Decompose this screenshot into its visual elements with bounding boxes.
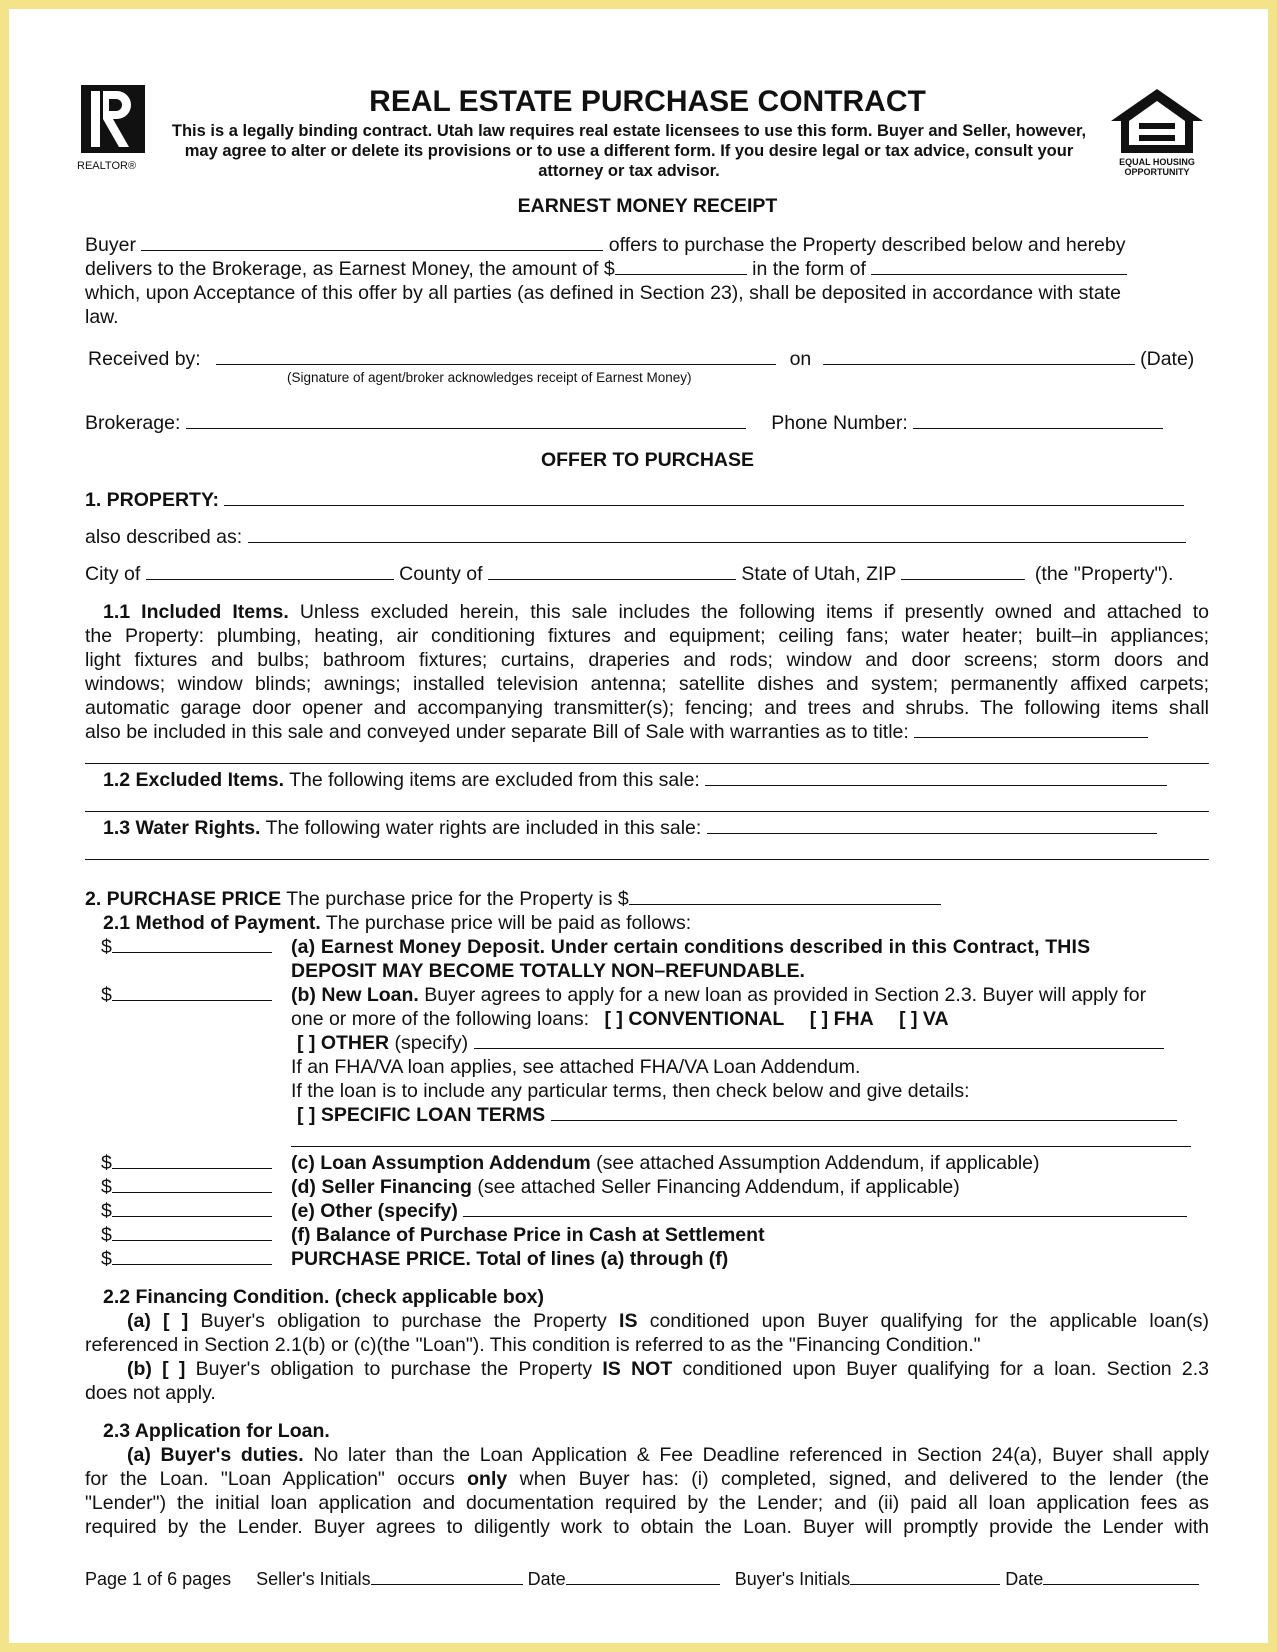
dollar-sign: $	[101, 984, 112, 1006]
payment-c-amount	[101, 1151, 272, 1175]
earnest-form-field[interactable]	[871, 257, 1127, 275]
application-text-2a: for the Loan. "Loan Application" occurs	[85, 1468, 455, 1490]
financing-a-text-2: conditioned upon Buyer qualifying for the applicable loan(s)	[649, 1310, 1210, 1332]
method-text: The purchase price will be paid as follows:	[325, 912, 692, 934]
included-line-2: the Property: plumbing, heating, air conditioning fixtures and equipment; ceiling fans; water heater; built–in appliances;	[85, 625, 1209, 647]
included-items-field[interactable]	[914, 720, 1148, 738]
excluded-heading: 1.2 Excluded Items.	[103, 769, 284, 791]
property-suffix: (the "Property").	[1034, 563, 1174, 585]
earnest-amount-field[interactable]	[615, 257, 747, 275]
financing-b-isnot: IS NOT	[602, 1358, 673, 1380]
financing-b-text-2: conditioned upon Buyer qualifying for a loan. Section 2.3	[682, 1358, 1210, 1380]
specific-terms-field[interactable]	[551, 1103, 1177, 1121]
svg-text:EQUAL HOUSING: EQUAL HOUSING	[1119, 157, 1195, 167]
application-only: only	[467, 1468, 508, 1490]
excluded-items-field[interactable]	[705, 768, 1167, 786]
financing-b-text: Buyer's obligation to purchase the Property	[195, 1358, 593, 1380]
payment-a-line-1: (a) Earnest Money Deposit. Under certain conditions described in this Contract, THIS	[291, 936, 1091, 958]
other-loan-field[interactable]	[474, 1031, 1164, 1049]
conventional-checkbox[interactable]: [ ] CONVENTIONAL	[604, 1008, 785, 1030]
financing-a-text: Buyer's obligation to purchase the Property	[200, 1310, 607, 1332]
financing-a-checkbox[interactable]: (a) [ ]	[127, 1310, 189, 1332]
water-rights-line-2[interactable]	[85, 859, 1209, 860]
seller-financing-label: (d) Seller Financing	[291, 1176, 472, 1198]
loan-assumption-field[interactable]	[112, 1151, 272, 1169]
included-line-6	[85, 720, 1148, 744]
form-of-text: in the form of	[752, 258, 866, 280]
other-payment-specify-field[interactable]	[463, 1199, 1187, 1217]
payment-f-amount	[101, 1223, 272, 1247]
page-title: REAL ESTATE PURCHASE CONTRACT	[369, 85, 926, 118]
realtor-logo-text: REALTOR®	[77, 160, 137, 172]
financing-a-line-2: referenced in Section 2.1(b) or (c)(the "Loan"). This condition is referred to as the "Financing Condition."	[85, 1334, 981, 1356]
water-text: The following water rights are included in this sale:	[265, 817, 702, 839]
earnest-line-2	[85, 257, 1127, 281]
dollar-sign: $	[101, 936, 112, 958]
specific-terms-row	[297, 1103, 1177, 1127]
county-label: County of	[399, 563, 483, 585]
buyer-initials-field[interactable]	[850, 1569, 1000, 1585]
phone-label: Phone Number:	[771, 412, 908, 434]
price-heading: 2. PURCHASE PRICE	[85, 888, 282, 910]
loan-types-text: one or more of the following loans:	[291, 1008, 590, 1030]
other-payment-field[interactable]	[112, 1199, 272, 1217]
included-line-4: windows; window blinds; awnings; installed television antenna; satellite dishes and system; permanently affixed carpets;	[85, 673, 1209, 695]
water-row	[103, 816, 1157, 840]
new-loan-field[interactable]	[112, 983, 272, 1001]
water-rights-field[interactable]	[707, 816, 1157, 834]
footer-date-label-2: Date	[1005, 1569, 1044, 1589]
earnest-line-1	[85, 233, 1126, 257]
seller-initials-label: Seller's Initials	[256, 1569, 371, 1589]
specific-terms-line-2[interactable]	[291, 1146, 1191, 1147]
other-payment-label: (e) Other (specify)	[291, 1200, 458, 1222]
also-label: also described as:	[85, 526, 243, 548]
seller-initials-field[interactable]	[371, 1569, 523, 1585]
phone-field[interactable]	[913, 411, 1163, 429]
terms-note: If the loan is to include any particular terms, then check below and give details:	[291, 1080, 970, 1102]
state-label: State of Utah, ZIP	[741, 563, 897, 585]
date-label: (Date)	[1140, 348, 1195, 370]
page-footer	[85, 1568, 1199, 1590]
buyer-date-field[interactable]	[1043, 1569, 1199, 1585]
financing-a-is: IS	[619, 1310, 638, 1332]
intro-text: This is a legally binding contract. Utah law requires real estate licensees to use this form. Buyer and Seller, however, may agree to alter or delete its provisions or to use a different form. If you desire legal or tax advice, consult your attorney or tax advisor.	[171, 122, 1087, 180]
va-checkbox[interactable]: [ ] VA	[899, 1008, 949, 1030]
loan-assumption-text: (see attached Assumption Addendum, if applicable)	[596, 1152, 1040, 1174]
property-row	[85, 488, 1184, 512]
application-line-4: required by the Lender. Buyer agrees to diligently work to obtain the Loan. Buyer will promptly provide the Lender with	[85, 1516, 1209, 1538]
excluded-items-line-2[interactable]	[85, 811, 1209, 812]
offers-text: offers to purchase the Property described below and hereby	[608, 234, 1126, 256]
water-heading: 1.3 Water Rights.	[103, 817, 261, 839]
included-line-5: automatic garage door opener and accompanying transmitter(s); fencing; and trees and shrubs. The following items shall	[85, 697, 1209, 719]
zip-field[interactable]	[901, 562, 1025, 580]
total-price-field[interactable]	[112, 1247, 272, 1265]
delivers-text: delivers to the Brokerage, as Earnest Money, the amount of $	[85, 258, 615, 280]
offer-heading: OFFER TO PURCHASE	[540, 449, 755, 471]
seller-date-field[interactable]	[566, 1569, 720, 1585]
purchase-price-field[interactable]	[629, 887, 941, 905]
financing-heading: 2.2 Financing Condition. (check applicable box)	[103, 1286, 544, 1308]
method-row	[103, 911, 691, 935]
application-text-2b: when Buyer has: (i) completed, signed, and delivered to the lender (the	[519, 1468, 1210, 1490]
application-line-1	[127, 1443, 1209, 1467]
included-heading: 1.1 Included Items.	[103, 601, 289, 623]
brokerage-label: Brokerage:	[85, 412, 181, 434]
method-heading: 2.1 Method of Payment.	[103, 912, 321, 934]
payment-d-line	[291, 1175, 960, 1199]
included-text-6: also be included in this sale and conveyed under separate Bill of Sale with warranties as to title:	[85, 721, 909, 743]
financing-b-checkbox[interactable]: (b) [ ]	[127, 1358, 186, 1380]
dollar-sign: $	[101, 1224, 112, 1246]
received-label: Received by:	[88, 348, 201, 370]
city-row	[85, 562, 1173, 586]
excluded-row	[103, 768, 1167, 792]
buyer-label: Buyer	[85, 234, 136, 256]
also-described-field[interactable]	[248, 525, 1186, 543]
law-text: law.	[85, 306, 119, 328]
earnest-heading: EARNEST MONEY RECEIPT	[517, 195, 778, 217]
dollar-sign: $	[101, 1200, 112, 1222]
city-label: City of	[85, 563, 141, 585]
dollar-sign: $	[101, 1152, 112, 1174]
seller-financing-field[interactable]	[112, 1175, 272, 1193]
fha-note: If an FHA/VA loan applies, see attached FHA/VA Loan Addendum.	[291, 1056, 861, 1078]
financing-b-line-1	[127, 1357, 1209, 1381]
specific-terms-checkbox[interactable]: [ ] SPECIFIC LOAN TERMS	[297, 1104, 546, 1126]
payment-c-line	[291, 1151, 1040, 1175]
application-line-3: "Lender") the initial loan application and documentation required by the Lender; and (ii) paid all loan application fees as	[85, 1492, 1209, 1514]
purchase-price-row	[85, 887, 941, 911]
received-date-field[interactable]	[823, 347, 1135, 365]
included-items-line-2[interactable]	[85, 763, 1209, 764]
earnest-deposit-field[interactable]	[112, 935, 272, 953]
other-loan-checkbox[interactable]: [ ] OTHER	[297, 1032, 390, 1054]
payment-a-amount	[101, 935, 272, 959]
payment-total-amount	[101, 1247, 272, 1271]
application-line-2	[85, 1467, 1209, 1491]
financing-b-line-2: does not apply.	[85, 1382, 216, 1404]
property-label: 1. PROPERTY:	[85, 489, 219, 511]
received-signature-field[interactable]	[216, 347, 776, 365]
included-line-1	[103, 600, 1209, 624]
other-specify-text: (specify)	[394, 1032, 469, 1054]
included-line-3: light fixtures and bulbs; bathroom fixtures; curtains, draperies and rods; window and door screens; storm doors and	[85, 649, 1209, 671]
payment-e-line	[291, 1199, 1187, 1223]
buyers-duties-label: (a) Buyer's duties.	[127, 1444, 304, 1466]
also-row	[85, 525, 1186, 549]
payment-b-amount	[101, 983, 272, 1007]
payment-b-line-2	[291, 1007, 949, 1031]
city-field[interactable]	[146, 562, 394, 580]
balance-cash-field[interactable]	[112, 1223, 272, 1241]
price-heading-text: The purchase price for the Property is $	[286, 888, 629, 910]
buyer-initials-label: Buyer's Initials	[734, 1569, 851, 1589]
payment-b-line-1	[291, 983, 1146, 1007]
financing-a-line-1	[127, 1309, 1209, 1333]
footer-date-label-1: Date	[527, 1569, 566, 1589]
dollar-sign: $	[101, 1176, 112, 1198]
brokerage-row	[85, 411, 1163, 435]
payment-a-line-2: DEPOSIT MAY BECOME TOTALLY NON–REFUNDABLE.	[291, 960, 805, 982]
on-label: on	[789, 348, 812, 370]
other-loan-row	[297, 1031, 1164, 1055]
svg-text:OPPORTUNITY: OPPORTUNITY	[1124, 167, 1190, 177]
excluded-text: The following items are excluded from this sale:	[289, 769, 700, 791]
buyer-name-field[interactable]	[141, 233, 603, 251]
payment-e-amount	[101, 1199, 272, 1223]
property-field[interactable]	[224, 488, 1184, 506]
brokerage-field[interactable]	[186, 411, 746, 429]
county-field[interactable]	[488, 562, 736, 580]
received-row	[88, 347, 1194, 371]
signature-note: (Signature of agent/broker acknowledges receipt of Earnest Money)	[287, 370, 692, 385]
payment-f-line: (f) Balance of Purchase Price in Cash at Settlement	[291, 1224, 765, 1246]
fha-checkbox[interactable]: [ ] FHA	[809, 1008, 874, 1030]
seller-financing-text: (see attached Seller Financing Addendum, if applicable)	[477, 1176, 960, 1198]
new-loan-text: Buyer agrees to apply for a new loan as provided in Section 2.3. Buyer will apply for	[424, 984, 1147, 1006]
dollar-sign: $	[101, 1248, 112, 1270]
included-text-1: Unless excluded herein, this sale includes the following items if presently owned and attached to	[299, 601, 1210, 623]
which-text: which, upon Acceptance of this offer by all parties (as defined in Section 23), shall be deposited in accordance with state	[85, 282, 1121, 304]
payment-total-line: PURCHASE PRICE. Total of lines (a) through (f)	[291, 1248, 729, 1270]
buyers-duties-text: No later than the Loan Application & Fee Deadline referenced in Section 24(a), Buyer shall apply	[313, 1444, 1210, 1466]
application-heading: 2.3 Application for Loan.	[103, 1420, 330, 1442]
new-loan-heading: (b) New Loan.	[291, 984, 419, 1006]
page-number: Page 1 of 6 pages	[85, 1569, 232, 1589]
payment-d-amount	[101, 1175, 272, 1199]
loan-assumption-label: (c) Loan Assumption Addendum	[291, 1152, 591, 1174]
